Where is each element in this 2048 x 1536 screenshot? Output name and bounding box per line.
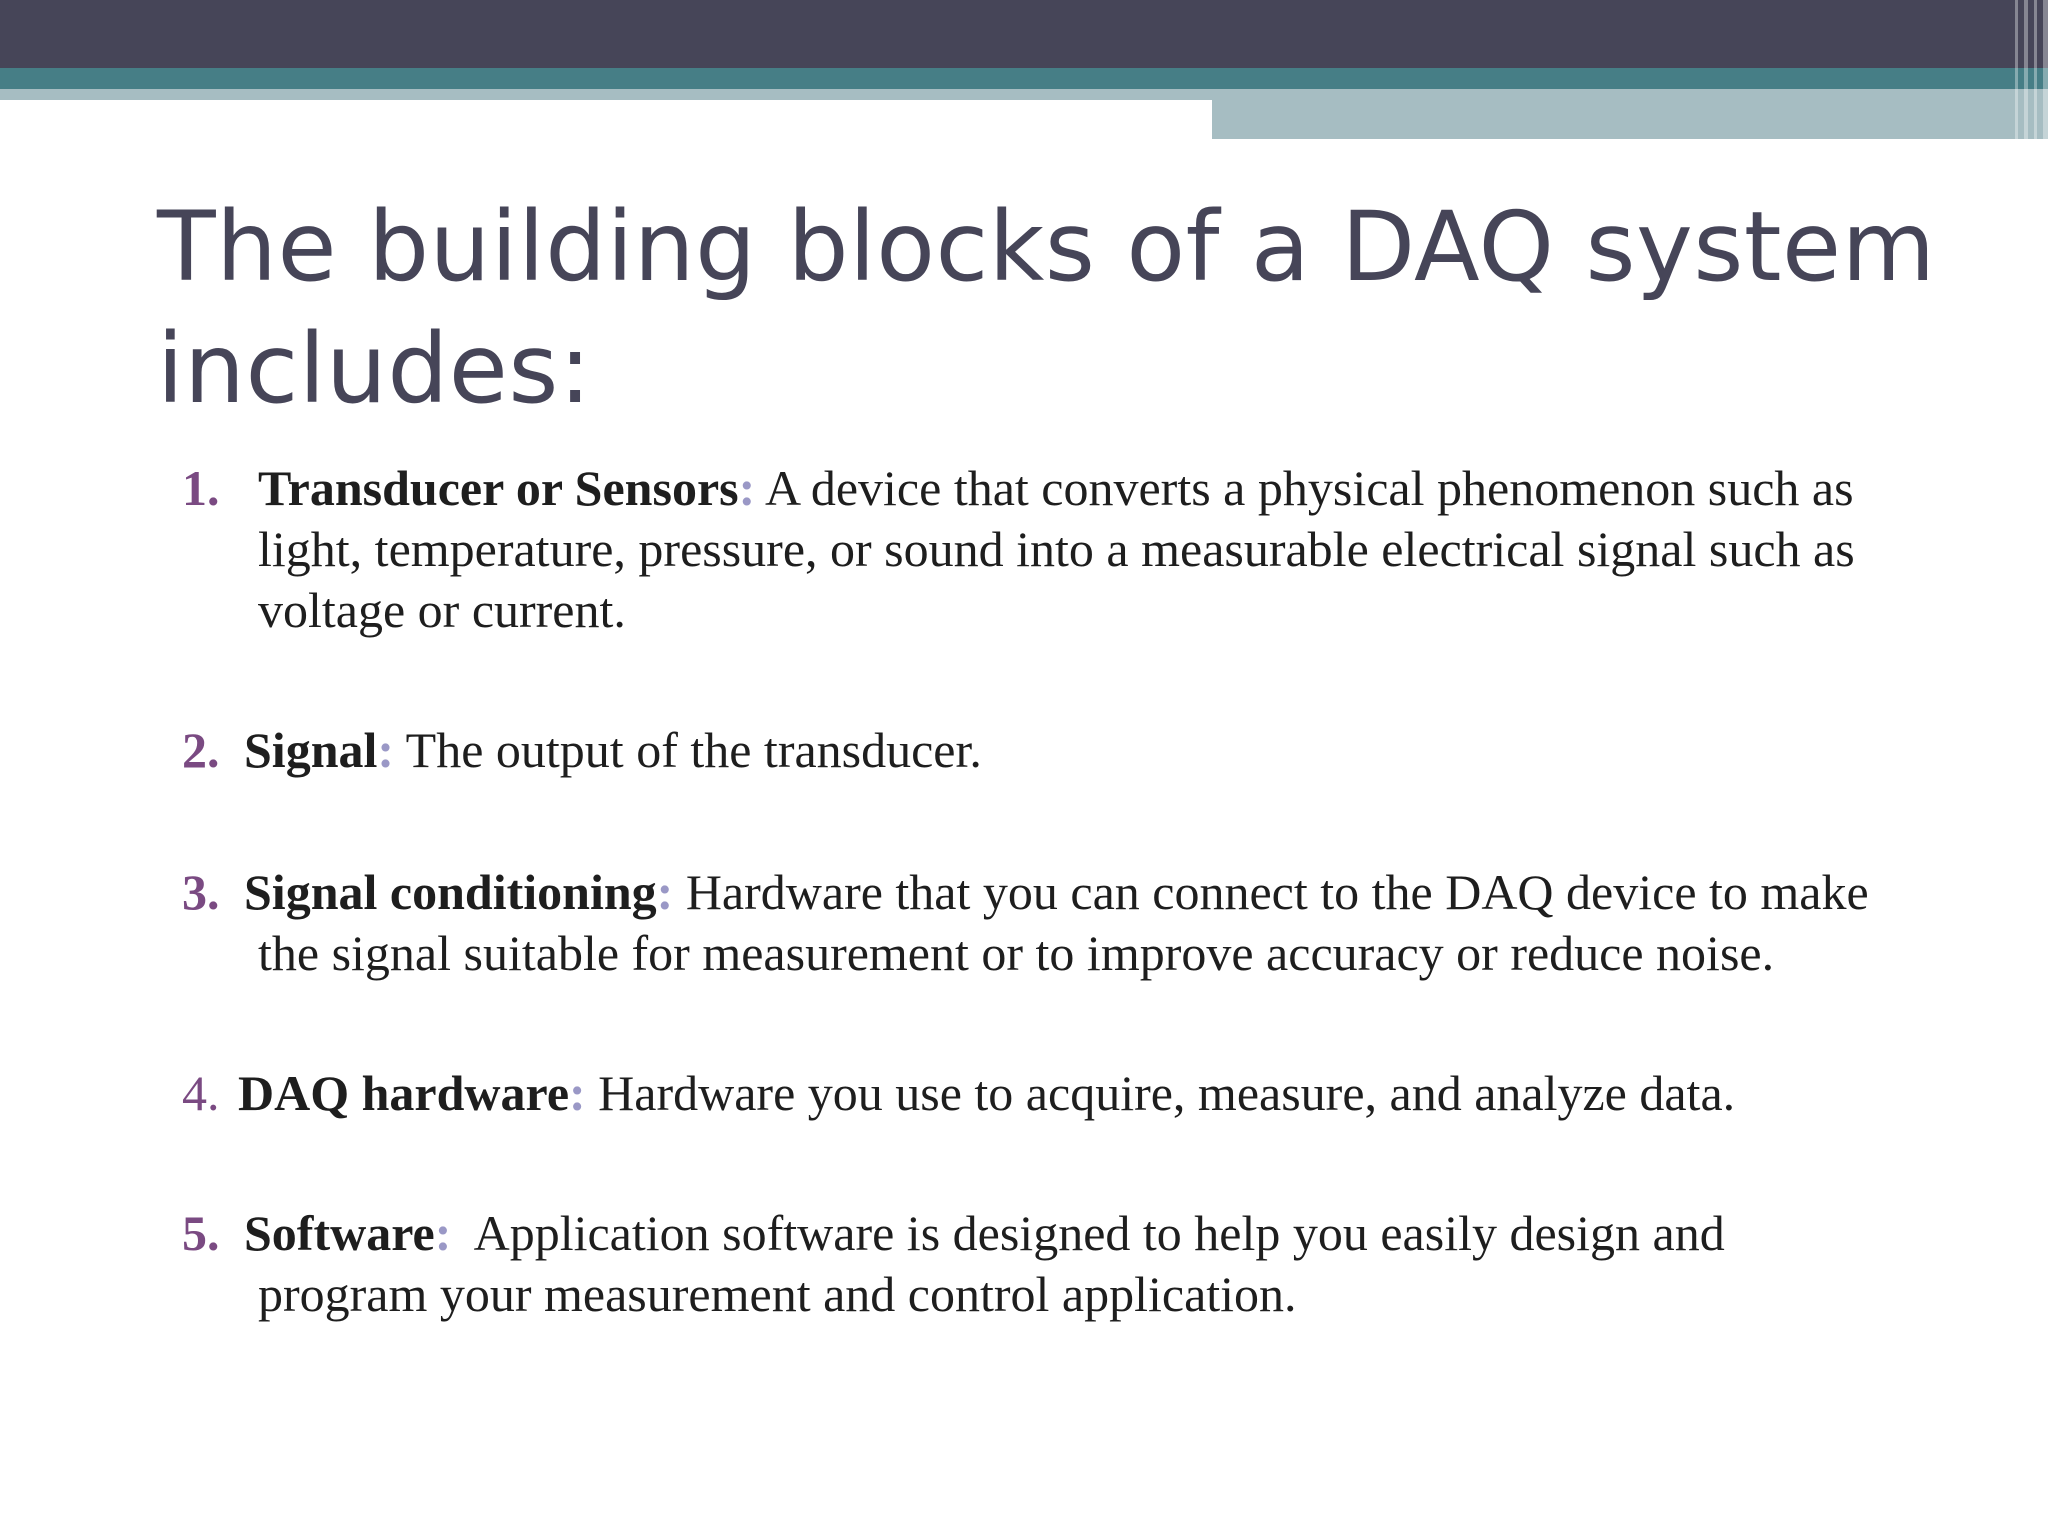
item-description: The output of the transducer. [405, 722, 982, 778]
list-item [182, 1063, 1902, 1124]
item-term: Software [244, 1205, 435, 1261]
item-description: Application software is designed to help you easily design and program your measurement and control application. [258, 1205, 1738, 1322]
item-description: Hardware that you can connect to the DAQ device to make the signal suitable for measurement or to improve accuracy or reduce noise. [258, 864, 1869, 981]
list-item [182, 1203, 1902, 1325]
item-description: A device that converts a physical phenomenon such as light, temperature, pressure, or sound into a measurable electrical signal such as voltage or current. [258, 460, 1855, 638]
item-colon: : [434, 1205, 452, 1261]
header-bar-light-left [0, 89, 1212, 100]
item-number: 1. [182, 460, 220, 516]
header-bar-dark [0, 0, 2048, 68]
header-bar-light-right [1212, 89, 2048, 139]
list-item [182, 720, 1902, 781]
header-edge-stripes [1988, 0, 2048, 139]
item-term: Transducer or Sensors [258, 460, 739, 516]
item-colon: : [569, 1065, 586, 1121]
item-number: 4. [182, 1065, 220, 1121]
header-bar-teal [0, 68, 2048, 89]
slide-title: The building blocks of a DAQ system includes: [157, 191, 1936, 425]
list-item [182, 862, 1902, 984]
list-item [182, 458, 1902, 641]
item-number: 2. [182, 722, 220, 778]
item-term: Signal conditioning [244, 864, 657, 920]
building-blocks-list [182, 458, 1902, 1325]
item-number: 5. [182, 1205, 220, 1261]
item-description: Hardware you use to acquire, measure, and analyze data. [598, 1065, 1736, 1121]
item-colon: : [377, 722, 395, 778]
item-term: DAQ hardware [238, 1065, 570, 1121]
item-colon: : [738, 460, 756, 516]
item-number: 3. [182, 864, 220, 920]
item-colon: : [656, 864, 674, 920]
item-term: Signal [244, 722, 378, 778]
